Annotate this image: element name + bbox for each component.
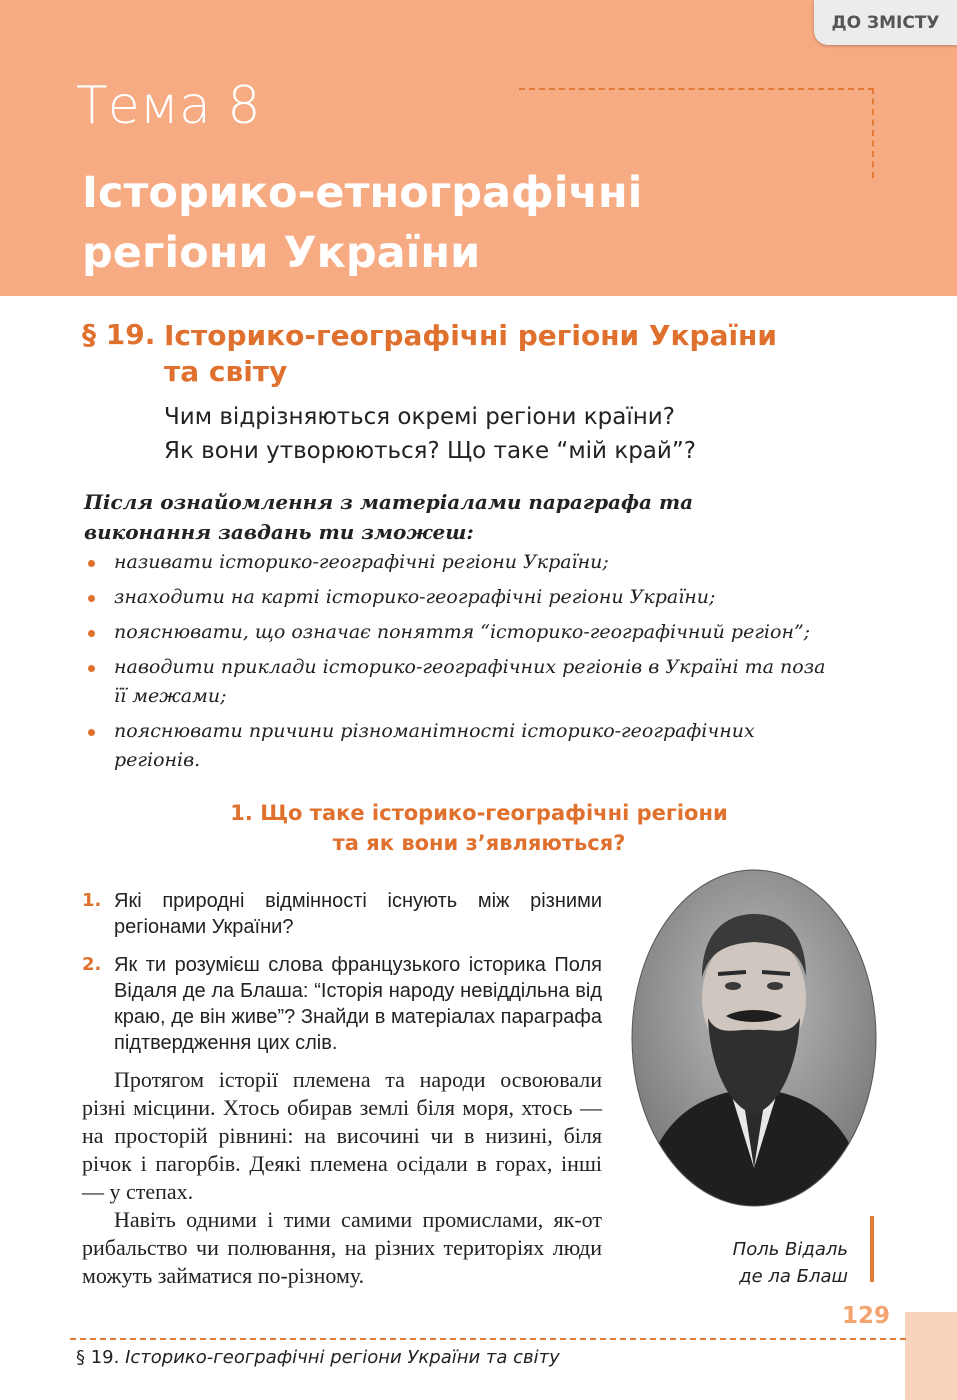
section-questions (164, 400, 696, 468)
tasks (82, 888, 602, 1068)
list-item: називати історико-географічні регіони України; (88, 548, 828, 577)
bullet-icon (88, 595, 95, 602)
task-text: Які природні відмінності існують між різними регіонами України? (114, 890, 602, 938)
section-title (164, 318, 777, 390)
section-question-line1: Чим відрізняються окремі регіони країни? (164, 404, 675, 430)
bullet-icon (88, 729, 95, 736)
theme-title (82, 163, 642, 283)
section-number: § 19. (82, 318, 156, 351)
portrait-caption (690, 1236, 848, 1290)
task-number: 1. (82, 890, 102, 911)
subsection-heading (230, 798, 728, 858)
list-item: пояснювати, що означає поняття “історико-географічний регіон”; (88, 618, 828, 647)
paragraph: Навіть одними і тими самими промислами, як-от рибальство чи полювання, на різних територіях люди можуть займатися по-різному. (82, 1207, 602, 1288)
section-title-line2: та світу (164, 355, 288, 388)
subsection-heading-line1: 1. Що таке історико-географічні регіони (230, 801, 728, 825)
portrait-image (630, 868, 878, 1208)
body-text (82, 1066, 602, 1290)
portrait-caption-line1: Поль Відаль (732, 1239, 848, 1260)
footer-divider (70, 1338, 906, 1340)
objectives-intro: Після ознайомлення з матеріалами параграфа та виконання завдань ти зможеш: (84, 490, 694, 544)
objectives-list (88, 548, 828, 781)
footer-section-number: § 19. (76, 1347, 120, 1368)
bullet-icon (88, 560, 95, 567)
section-question-line2: Як вони утворюються? Що таке “мій край”? (164, 438, 696, 464)
theme-number: Тема 8 (76, 76, 261, 136)
bullet-icon (88, 630, 95, 637)
task-number: 2. (82, 954, 102, 975)
list-item: пояснювати причини різноманітності історико-географічних регіонів. (88, 717, 828, 775)
task-item (82, 888, 602, 940)
list-item: знаходити на карті історико-географічні регіони України; (88, 583, 828, 612)
section-title-line1: Історико-географічні регіони України (164, 319, 778, 352)
subsection-heading-line2: та як вони з’являються? (332, 831, 626, 855)
footer-section-title: Історико-географічні регіони України та світу (125, 1347, 560, 1368)
caption-bar-decoration (870, 1216, 874, 1282)
task-text: Як ти розумієш слова французького історика Поля Відаля де ла Блаша: “Історія народу невіддільна від краю, де він живе”? Знайди в матеріалах параграфа підтвердження цих слів. (114, 954, 602, 1054)
toc-button[interactable]: ДО ЗМІСТУ (814, 0, 957, 45)
page-number: 129 (841, 1303, 890, 1329)
portrait-caption-line2: де ла Блаш (739, 1266, 848, 1287)
footer-section-ref (76, 1347, 560, 1368)
theme-title-line1: Історико-етнографічні (82, 168, 643, 218)
page-corner-decoration (905, 1312, 957, 1400)
theme-title-line2: регіони України (82, 228, 481, 278)
bullet-icon (88, 665, 95, 672)
list-item: наводити приклади історико-географічних регіонів в Україні та поза її межами; (88, 653, 828, 711)
task-item (82, 952, 602, 1056)
paragraph: Протягом історії племена та народи освоювали різні місцини. Хтось обирав землі біля моря, хтось — на просторій рівнині: на височині чи в низині, біля річок і пагорбів. Деякі племена осідали в горах, інші — у степах. (82, 1067, 602, 1204)
